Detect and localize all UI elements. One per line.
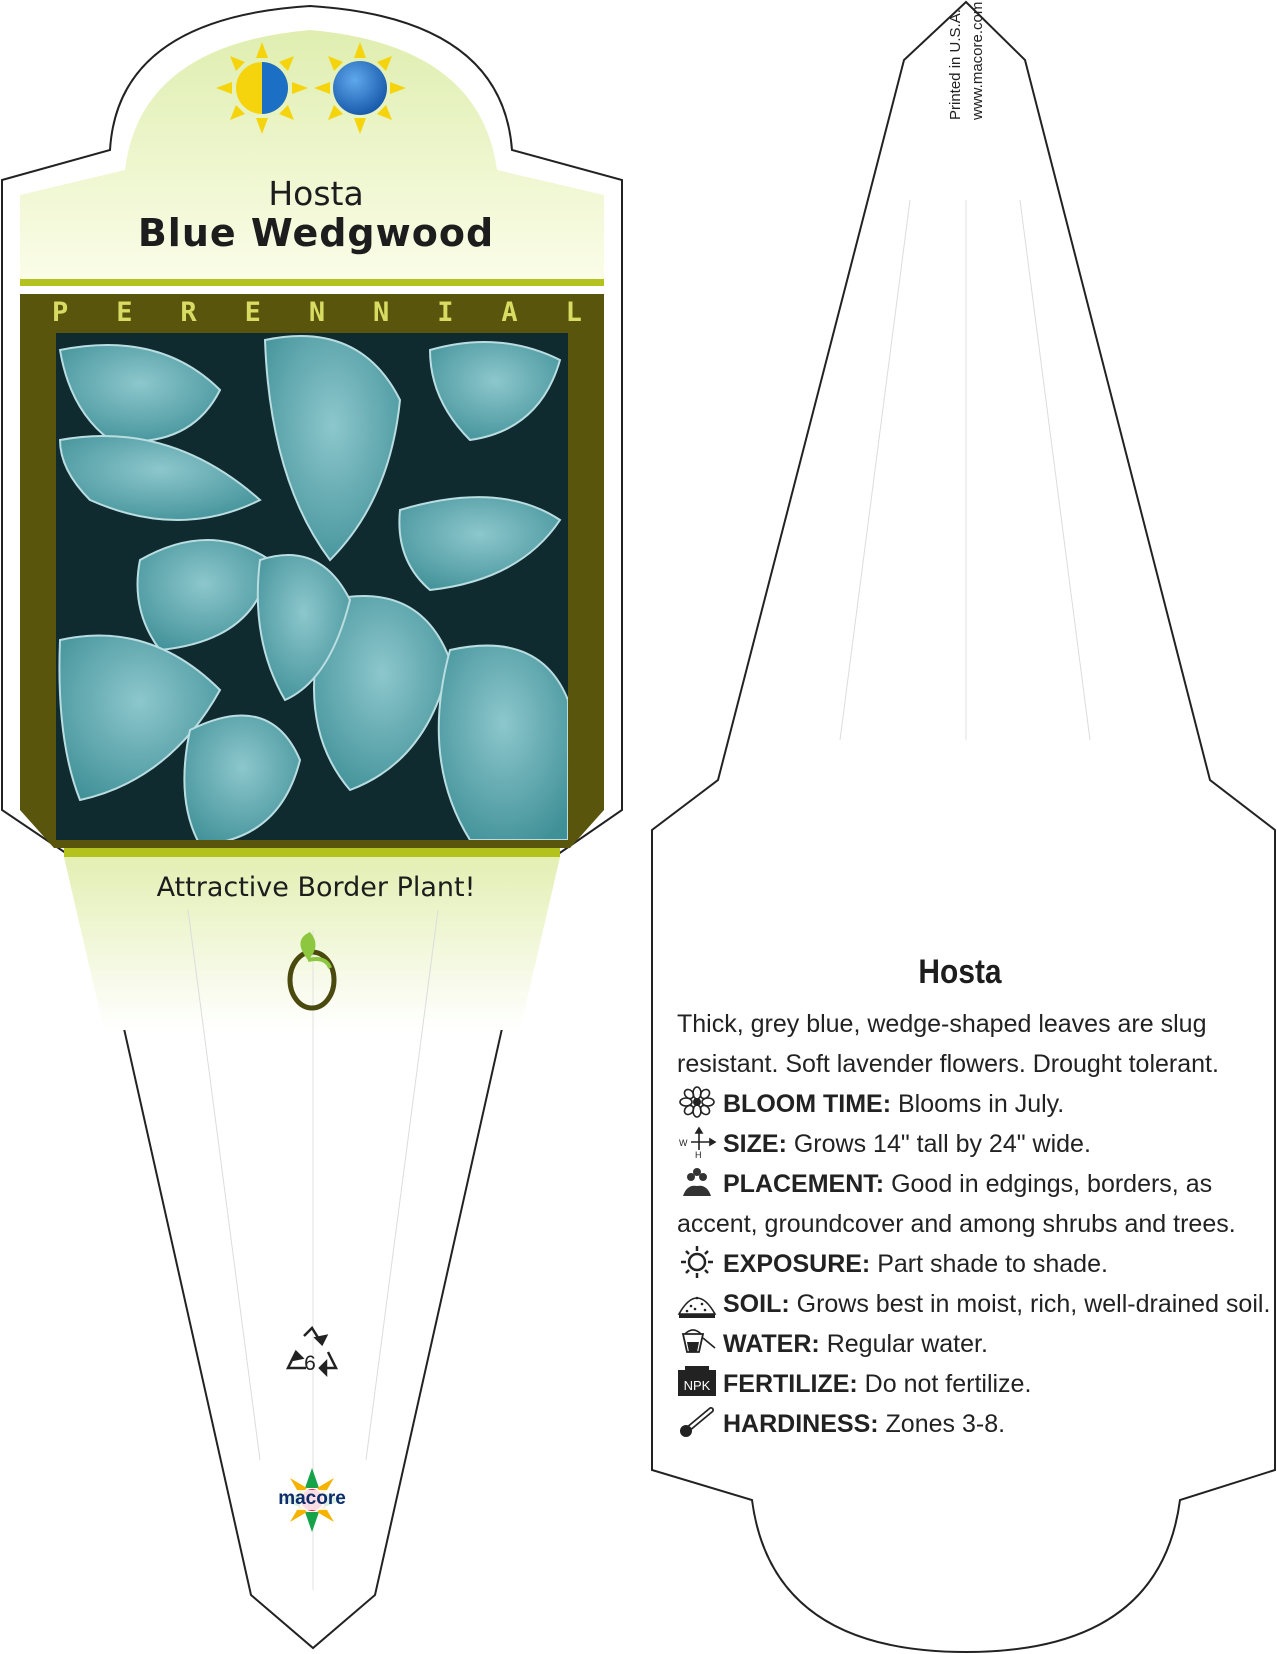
category-letter: P (52, 297, 69, 328)
soil-row (677, 1284, 1277, 1324)
sun-icon (677, 1246, 717, 1278)
care-text: Do not fertilize. (864, 1370, 1032, 1398)
tagline: Attractive Border Plant! (156, 872, 476, 903)
care-label: EXPOSURE: (723, 1250, 871, 1278)
hosta-photo (56, 333, 568, 845)
fertilize-row (677, 1364, 1277, 1404)
care-label: SIZE: (723, 1130, 787, 1158)
plant-cultivar: Blue Wedgwood (137, 211, 495, 255)
size-icon (677, 1126, 717, 1158)
placement-icon (677, 1166, 717, 1198)
care-label: HARDINESS: (723, 1410, 879, 1438)
care-label: SOIL: (723, 1290, 790, 1318)
npk-text: NPK (683, 1378, 711, 1393)
category-label (52, 297, 582, 328)
care-text: Blooms in July. (897, 1090, 1065, 1118)
category-letter: N (308, 297, 326, 328)
category-letter: N (373, 297, 390, 328)
exposure-row (677, 1244, 1277, 1284)
care-text: Zones 3-8. (885, 1410, 1006, 1438)
svg-text:H: H (695, 1150, 702, 1158)
category-letter: L (565, 297, 582, 328)
soil-icon (677, 1286, 717, 1318)
care-text: Grows best in moist, rich, well-drained soil. (796, 1290, 1271, 1318)
watering-can-icon (677, 1326, 717, 1358)
size-row (677, 1124, 1277, 1164)
hardiness-row (677, 1404, 1277, 1444)
svg-text:W: W (679, 1138, 688, 1148)
care-label: BLOOM TIME: (723, 1090, 892, 1118)
website-text: www.macore.com (969, 1, 986, 120)
flower-icon (677, 1086, 717, 1118)
care-label: FERTILIZE: (723, 1370, 858, 1398)
care-label: PLACEMENT: (723, 1170, 885, 1198)
brand-name: macore (278, 1488, 346, 1509)
category-letter: I (437, 297, 454, 328)
care-text: Grows 14" tall by 24" wide. (793, 1130, 1091, 1158)
care-text: Regular water. (826, 1330, 988, 1358)
printed-in-text: Printed in U.S.A. (947, 9, 964, 120)
placement-row (677, 1164, 1277, 1244)
back-title: Hosta (918, 953, 1002, 991)
care-label: WATER: (723, 1330, 820, 1358)
category-letter: E (244, 297, 261, 328)
category-letter: E (116, 297, 133, 328)
care-text: Part shade to shade. (877, 1250, 1108, 1278)
care-text: Good in edgings, borders, as accent, groundcover and among shrubs and trees. (677, 1170, 1236, 1238)
bloom-time-row (677, 1084, 1277, 1124)
category-letter: A (501, 297, 518, 328)
printer-info (945, 0, 989, 120)
water-row (677, 1324, 1277, 1364)
category-letter: R (180, 297, 197, 328)
recycle-number: 6 (304, 1352, 316, 1375)
plant-genus: Hosta (268, 174, 364, 213)
plant-description: Thick, grey blue, wedge-shaped leaves are slug resistant. Soft lavender flowers. Drought tolerant. (677, 1010, 1219, 1078)
thermometer-icon (677, 1406, 717, 1438)
npk-icon (677, 1366, 717, 1398)
